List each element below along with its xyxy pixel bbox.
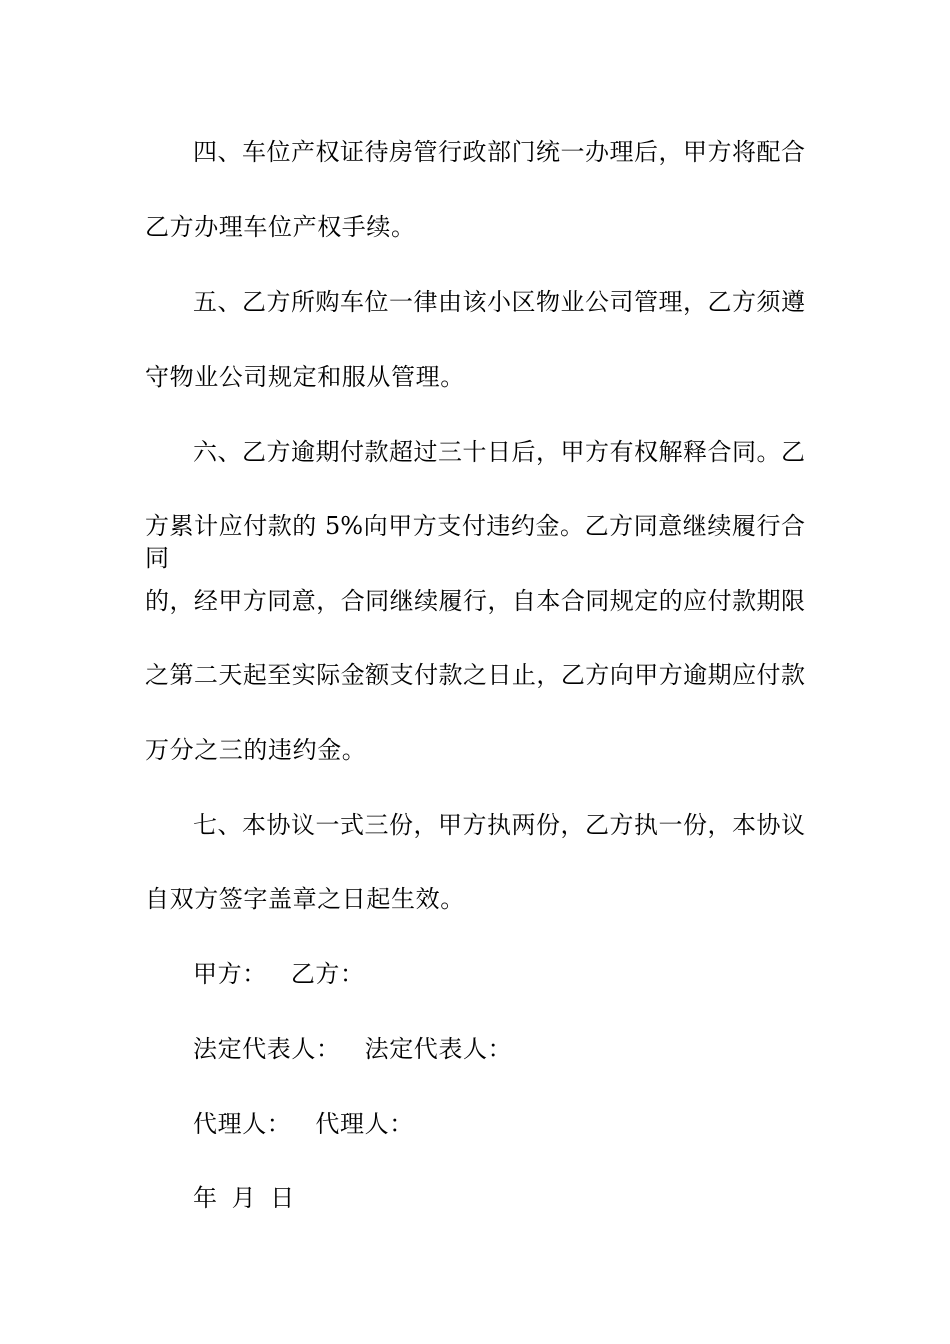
clause-6-line-1: 六、乙方逾期付款超过三十日后，甲方有权解释合同。乙 bbox=[193, 438, 805, 466]
party-a-label: 甲方： bbox=[193, 960, 267, 988]
clause-6-line-2: 方累计应付款的 5%向甲方支付违约金。乙方同意继续履行合同 bbox=[145, 512, 805, 572]
clause-6-line-4: 之第二天起至实际金额支付款之日止，乙方向甲方逾期应付款 bbox=[145, 661, 805, 689]
date-day: 日 bbox=[270, 1184, 295, 1212]
document-page bbox=[145, 0, 805, 1344]
party-b-label: 乙方： bbox=[290, 960, 365, 988]
signature-date bbox=[193, 1182, 295, 1214]
clause-5-line-1: 五、乙方所购车位一律由该小区物业公司管理，乙方须遵 bbox=[193, 288, 805, 316]
date-year: 年 bbox=[193, 1184, 218, 1212]
date-month: 月 bbox=[231, 1184, 257, 1212]
rep-a-label: 法定代表人： bbox=[193, 1035, 341, 1063]
clause-6-line-5: 万分之三的违约金。 bbox=[145, 736, 367, 764]
signature-representatives bbox=[193, 1033, 512, 1065]
rep-b-label: 法定代表人： bbox=[364, 1035, 513, 1063]
clause-4-line-1: 四、车位产权证待房管行政部门统一办理后，甲方将配合 bbox=[193, 138, 805, 166]
agent-a-label: 代理人： bbox=[193, 1110, 292, 1138]
clause-7-line-2: 自双方签字盖章之日起生效。 bbox=[145, 885, 465, 913]
clause-7-line-1: 七、本协议一式三份，甲方执两份，乙方执一份，本协议 bbox=[193, 811, 805, 839]
signature-parties bbox=[193, 958, 365, 990]
clause-4-line-2: 乙方办理车位产权手续。 bbox=[145, 213, 416, 241]
signature-agents bbox=[193, 1108, 414, 1140]
clause-5-line-2: 守物业公司规定和服从管理。 bbox=[145, 363, 465, 391]
agent-b-label: 代理人： bbox=[315, 1110, 414, 1138]
clause-6-line-3: 的，经甲方同意，合同继续履行，自本合同规定的应付款期限 bbox=[145, 587, 805, 615]
